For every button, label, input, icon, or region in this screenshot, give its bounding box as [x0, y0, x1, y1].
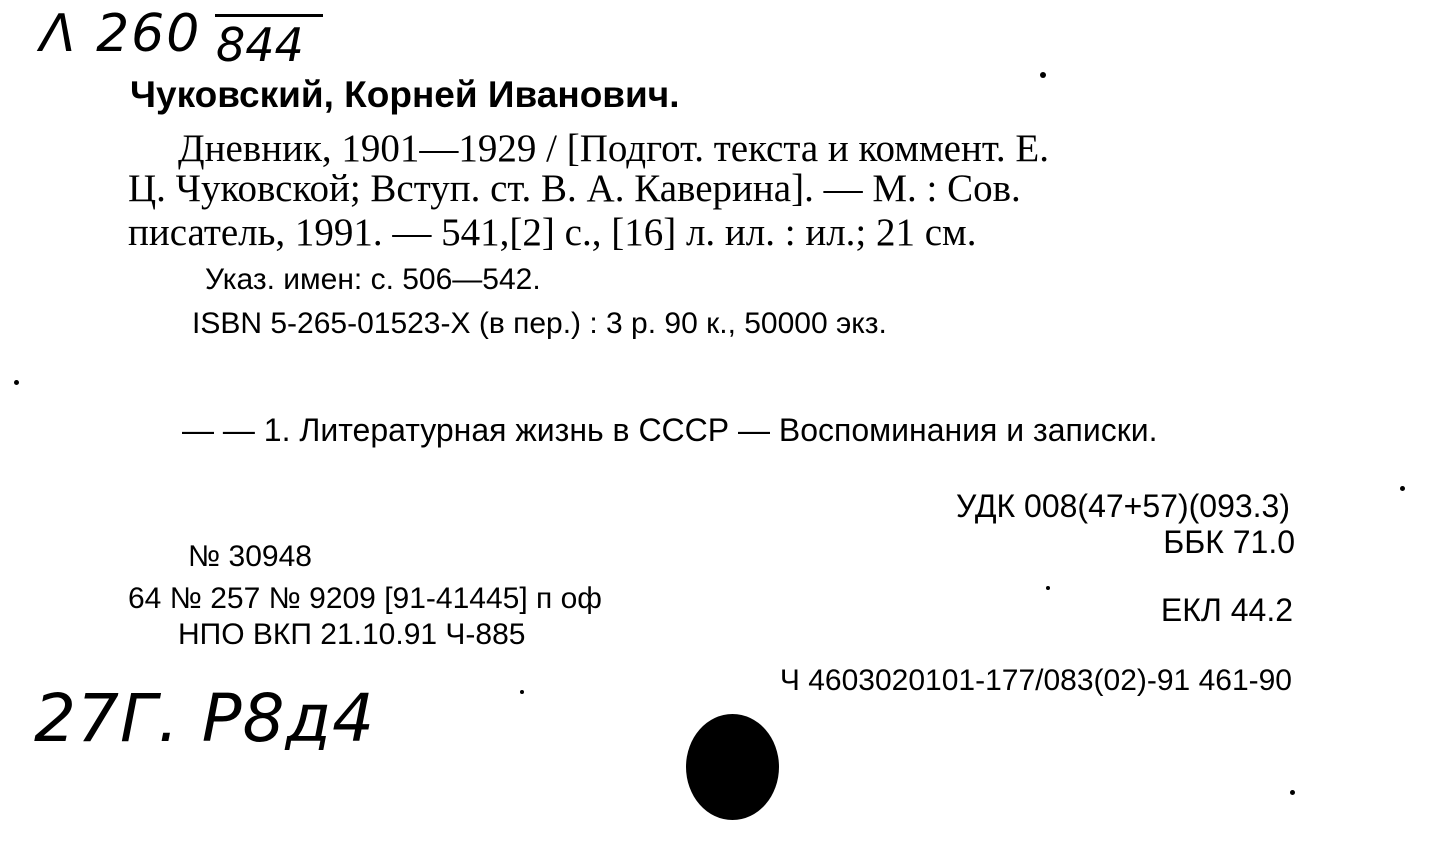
speck	[1046, 586, 1050, 590]
description-line: Ц. Чуковской; Вступ. ст. В. А. Каверина]. — М. : Сов.	[128, 167, 1021, 210]
card-author: Чуковский, Корней Иванович.	[130, 74, 680, 115]
isbn-note: ISBN 5-265-01523-X (в пер.) : 3 р. 90 к., 50000 экз.	[192, 307, 887, 340]
accession-number: № 30948	[188, 540, 312, 573]
description-line: писатель, 1991. — 541,[2] с., [16] л. ил. : ил.; 21 см.	[128, 211, 977, 254]
classification-code: Ч 4603020101-177/083(02)-91 461-90	[779, 664, 1292, 697]
handwritten-shelf-code: Λ 260	[40, 4, 202, 64]
speck	[1040, 72, 1046, 78]
subject-heading: — — 1. Литературная жизнь в СССР — Воспоминания и записки.	[182, 412, 1158, 448]
index-note: Указ. имен: с. 506—542.	[205, 263, 541, 296]
description-line: Дневник, 1901—1929 / [Подгот. текста и коммент. Е.	[178, 127, 1050, 170]
udk-code: УДК 008(47+57)(093.3)	[955, 488, 1290, 524]
print-org: НПО ВКП 21.10.91 Ч-885	[178, 618, 526, 651]
handwritten-overline	[215, 14, 323, 17]
print-line: 64 № 257 № 9209 [91-41445] п оф	[128, 582, 602, 615]
punch-hole	[686, 714, 779, 820]
speck	[1400, 486, 1405, 491]
speck	[1290, 790, 1295, 795]
speck	[14, 380, 19, 385]
speck	[520, 690, 524, 694]
handwritten-number: 844	[216, 18, 304, 72]
ekl-code: ЕКЛ 44.2	[1160, 592, 1293, 628]
handwritten-call-number: 27Г. P8д4	[34, 680, 376, 757]
bbk-code: ББК 71.0	[1163, 524, 1295, 560]
